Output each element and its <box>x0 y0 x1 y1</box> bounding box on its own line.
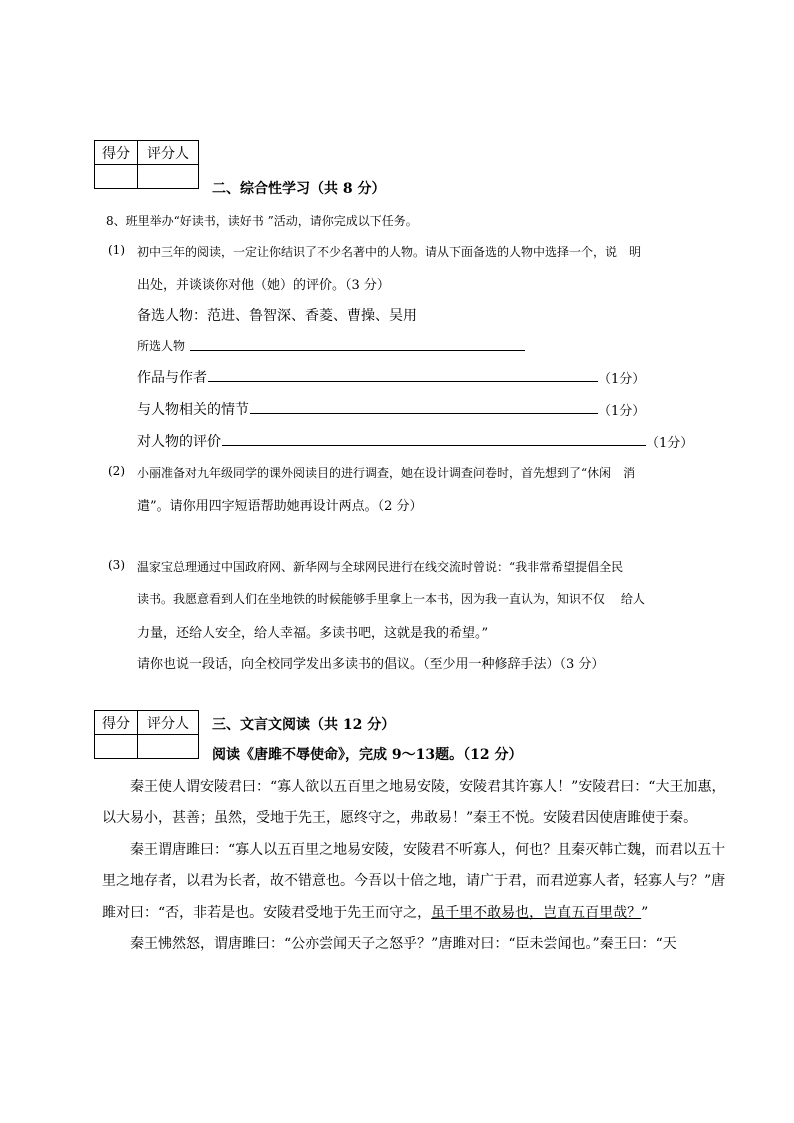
eval-points: （1分） <box>646 436 694 451</box>
grader-header: 评分人 <box>138 711 199 735</box>
q3-line1: 温家宝总理通过中国政府网、新华网与全球网民进行在线交流时曾说：“我非常希望提倡全民 <box>137 560 624 574</box>
score-header: 得分 <box>95 141 138 165</box>
passage-p1-line2: 以大易小，甚善；虽然，受地于先王，愿终守之，弗敢易！”秦王不悦。安陵君因使唐雎使于秦。 <box>102 810 698 826</box>
q3-line4: 请你也说一段话，向全校同学发出多读书的倡议。（至少用一种修辞手法）（3 分） <box>137 657 605 672</box>
q2-line1: 小丽准备对九年级同学的课外阅读目的进行调查，她在设计调查问卷时，首先想到了“休闲 消 <box>137 466 636 480</box>
q1-candidates: 备选人物：范进、鲁智深、香菱、曹操、吴用 <box>137 308 417 324</box>
score-cell[interactable] <box>95 165 138 189</box>
q2-line2: 遣”。请你用四字短语帮助她再设计两点。（2 分） <box>137 499 423 514</box>
plot-points: （1分） <box>598 404 646 419</box>
score-table-section2 <box>94 140 199 189</box>
work-answer-line[interactable] <box>208 381 598 382</box>
plot-answer-line[interactable] <box>250 413 598 414</box>
eval-label: 对人物的评价 <box>137 434 221 450</box>
closing-quote: ” <box>641 905 649 921</box>
work-label: 作品与作者 <box>137 370 207 386</box>
section3-subtitle: 阅读《唐雎不辱使命》，完成 9～13题。（12 分） <box>212 747 523 763</box>
q3-line2: 读书。我愿意看到人们在坐地铁的时候能够手里拿上一本书，因为我一直认为，知识不仅 给人 <box>137 592 645 606</box>
section3-title: 三、文言文阅读（共 12 分） <box>212 717 396 733</box>
work-points: （1分） <box>598 372 646 387</box>
passage-p2-line3-text: 雎对曰：“否，非若是也。安陵君受地于先王而守之， <box>102 905 432 921</box>
q3-number: (3) <box>108 558 125 572</box>
q1-line1: 初中三年的阅读，一定让你结识了不少名著中的人物。请从下面备选的人物中选择一个，说 明 <box>137 245 642 259</box>
q2-number: (2) <box>108 464 125 478</box>
passage-p2-line3 <box>102 902 648 922</box>
q1-line2: 出处，并谈谈你对他（她）的评价。（3 分） <box>137 278 390 293</box>
grader-cell[interactable] <box>138 165 199 189</box>
passage-p2-line2: 里之地存者，以君为长者，故不错意也。今吾以十倍之地，请广于君，而君逆寡人者，轻寡人与？”唐 <box>102 873 726 889</box>
score-cell[interactable] <box>95 735 138 759</box>
grader-header: 评分人 <box>138 141 199 165</box>
q1-number: (1) <box>108 243 125 257</box>
score-table-section3 <box>94 710 199 759</box>
section2-title: 二、综合性学习（共 8 分） <box>212 181 386 197</box>
passage-p3-line1: 秦王怫然怒，谓唐雎曰：“公亦尝闻天子之怒乎？”唐雎对曰：“臣未尝闻也。”秦王曰：“天 <box>130 936 677 952</box>
eval-answer-line[interactable] <box>222 445 646 446</box>
q8-intro: 8、班里举办“好读书，读好书 ”活动，请你完成以下任务。 <box>106 214 418 228</box>
score-header: 得分 <box>95 711 138 735</box>
grader-cell[interactable] <box>138 735 199 759</box>
passage-p2-line1: 秦王谓唐雎曰：“寡人以五百里之地易安陵，安陵君不听寡人，何也？且秦灭韩亡魏，而君以五十 <box>130 842 726 858</box>
passage-p1-line1: 秦王使人谓安陵君曰：“寡人欲以五百里之地易安陵，安陵君其许寡人！”安陵君曰：“大王加惠， <box>130 779 726 795</box>
chosen-answer-line[interactable] <box>190 350 525 351</box>
plot-label: 与人物相关的情节 <box>137 402 249 418</box>
underlined-sentence: 虽千里不敢易也，岂直五百里哉？ <box>431 905 642 921</box>
chosen-label: 所选人物 <box>137 339 186 353</box>
q3-line3: 力量，还给人安全，给人幸福。多读书吧，这就是我的希望。” <box>137 626 489 641</box>
